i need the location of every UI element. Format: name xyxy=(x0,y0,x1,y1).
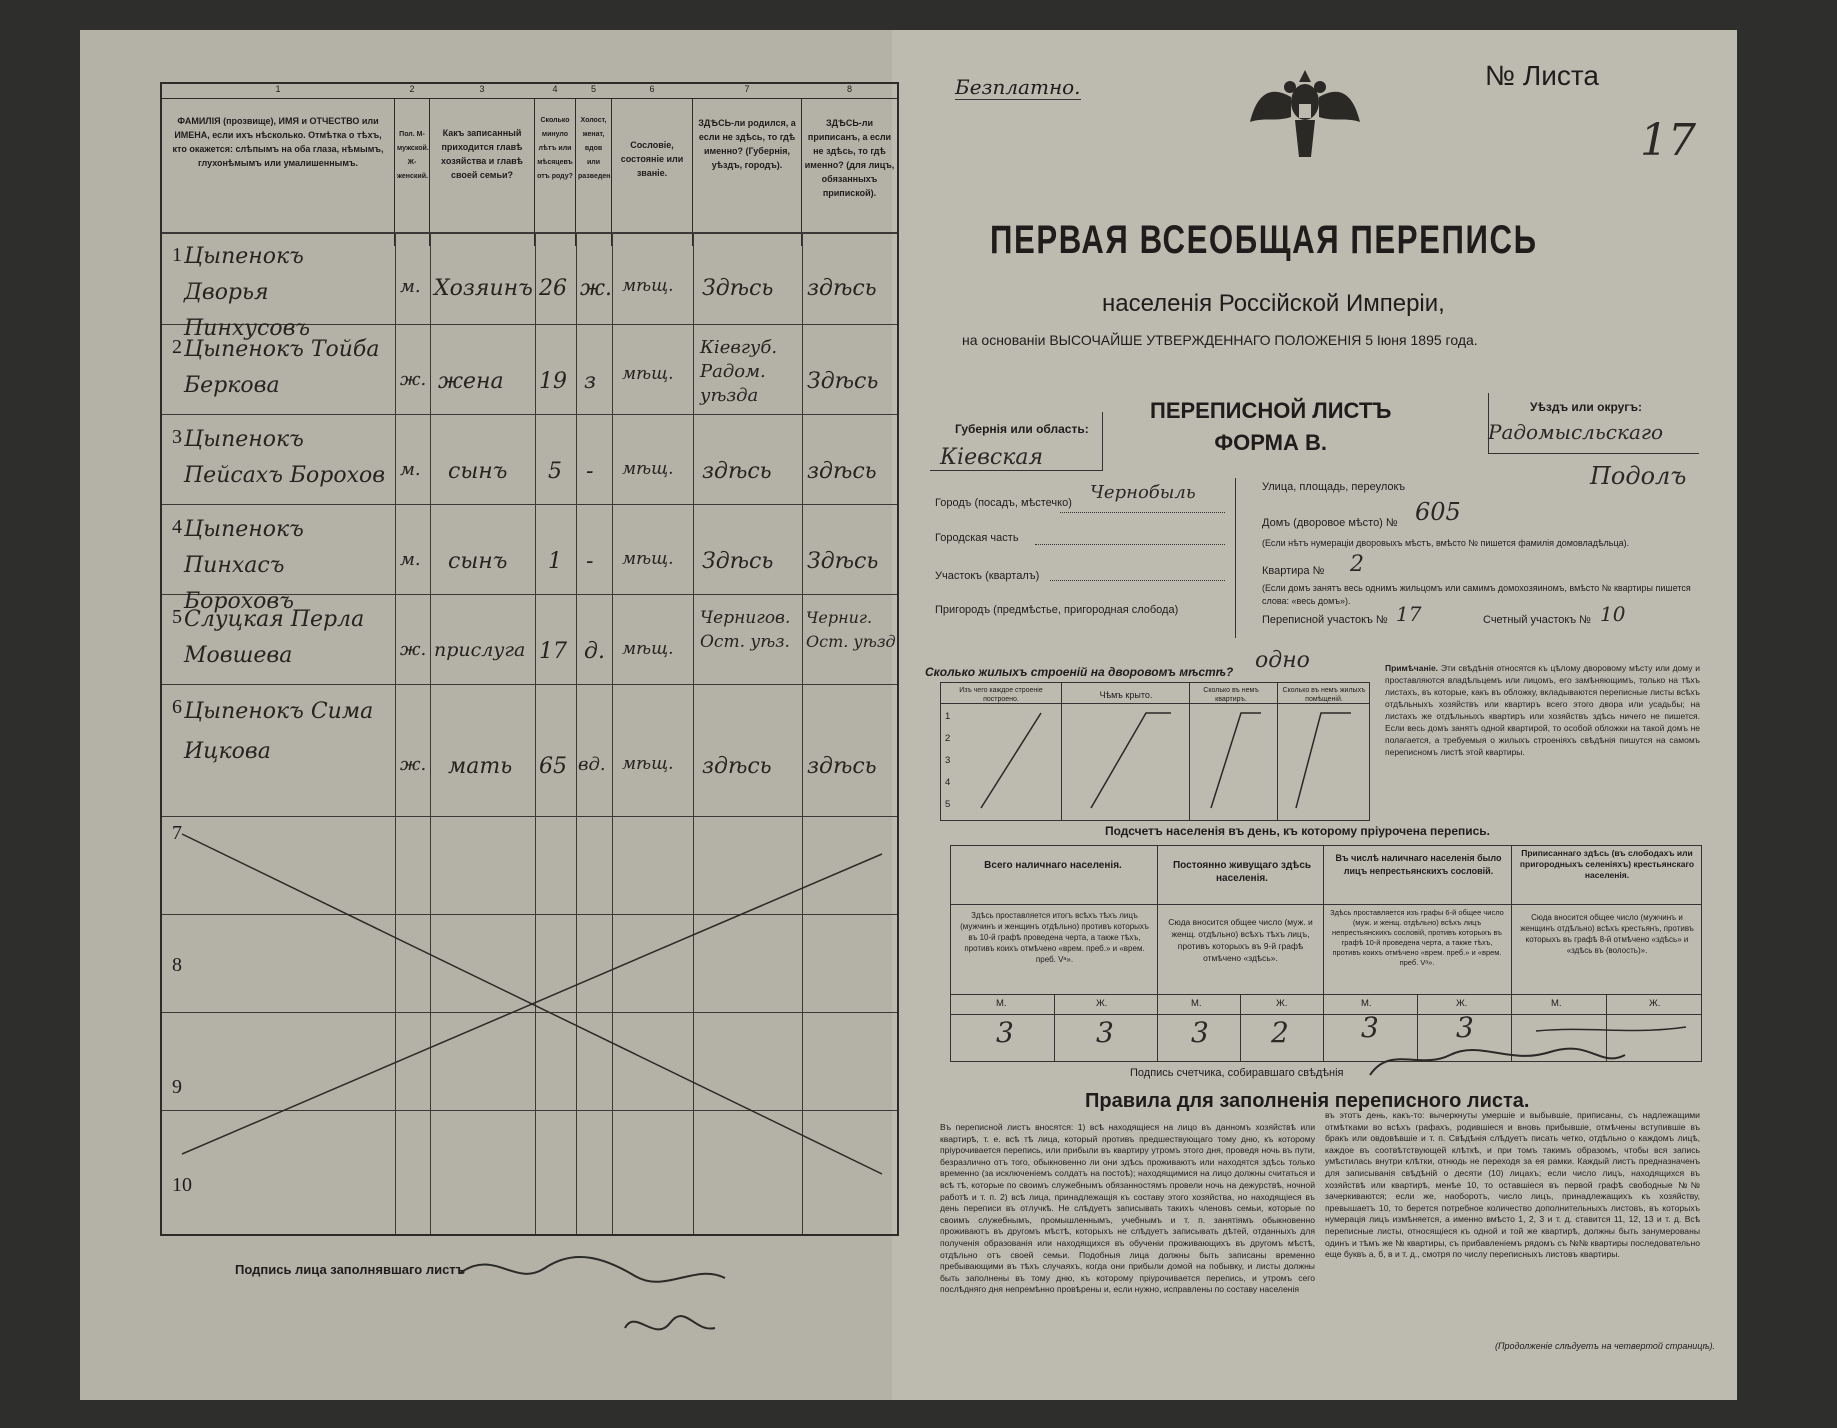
census-title: ПЕРВАЯ ВСЕОБЩАЯ ПЕРЕПИСЬ xyxy=(990,218,1538,262)
person-sex: м. xyxy=(400,549,421,570)
bt-row-number: 5 xyxy=(945,799,951,810)
header-class: Сословіе, состояніе или званіе. xyxy=(612,98,693,246)
person-birthplace: Кіевгуб. Радом. уѣзда xyxy=(700,337,778,406)
header-registered: ЗДѢСЬ-ли приписанъ, а если не здѣсь, то гдѣ именно? (для лицъ, обязанныхъ припиской). xyxy=(804,118,895,198)
city-underline xyxy=(1060,512,1225,513)
rules-right-text: въ этотъ день, какъ-то: вычеркнуты умершіе и выбывшіе, приписаны, съ надлежащими отмѣтками во всѣхъ графахъ, родившіеся и вновь прибывшіе, отмѣчены вступившіе въ бракъ или овдовѣвшіе и т. п. Свѣдѣнія слѣдуетъ писать четко, отдѣльно о каждомъ лицѣ, каждое въ соотвѣтствующей клѣткѣ, и при томъ такимъ образомъ, чтобы вся запись умѣстилась внутри клѣтки, отнюдь не переходя за ея рамки. Каждый листъ предназначенъ для записыванія свѣдѣній о десяти (10) лицахъ; если число лицъ, находящихся въ хозяйствѣ или квартирѣ, менѣе 10, то оставшіеся въ первой графѣ свободные №№ зачеркиваются; если же, наоборотъ, число лицъ, принадлежащихъ къ хозяйству, превышаетъ 10, то берется потребное количество дополнительныхъ листовъ, въ которыхъ нумерація лицъ измѣняется, а именно вмѣсто 1, 2, 3 и т. д. ставится 11, 12, 13 и т. д. Всѣ переписные листы, относящіеся къ одной и той же квартирѣ, должны быть занумерованы одинъ и тѣмъ же № квартиры, съ прибавленіемъ рядомъ съ №№ квартиры последовательно еще буквъ а, б, в и т. д., смотря по числу переписныхъ листовъ квартиры. xyxy=(1325,1110,1700,1260)
mf-f: Ж. xyxy=(1456,998,1468,1009)
mf-f: Ж. xyxy=(1096,998,1108,1009)
person-relation: сынъ xyxy=(448,459,508,484)
tally-col-line xyxy=(1511,846,1512,1061)
mf-f: Ж. xyxy=(1649,998,1661,1009)
person-relation: Хозяинъ xyxy=(434,276,533,301)
uezd-value: Радомысльскаго xyxy=(1488,420,1664,444)
bt-header-roof: Чѣмъ крыто. xyxy=(1099,690,1153,700)
person-relation: жена xyxy=(438,369,504,394)
person-age: 5 xyxy=(548,459,562,484)
row-number: 6 xyxy=(172,696,182,718)
tally-desc-total: Здѣсь проставляется итогъ всѣхъ тѣхъ лицъ (мужчинъ и женщинъ отдѣльно) противъ которыхъ въ 10-й графѣ проведена черта, а также тѣхъ, противъ коихъ отмѣчено «врем. преб.» и «врем. преб. Vᵃ». xyxy=(960,911,1149,964)
person-registered: Здѣсь xyxy=(807,369,879,394)
buildings-dash-marks xyxy=(941,683,1369,820)
gubernia-label: Губернія или область: xyxy=(955,422,1089,436)
person-birthplace: здѣсь xyxy=(702,754,772,779)
row-number: 2 xyxy=(172,336,182,358)
mf-m: М. xyxy=(1191,998,1202,1009)
sheet-number-label: № Листа xyxy=(1485,60,1599,91)
person-registered: здѣсь xyxy=(807,754,877,779)
header-relation: Какъ записанный приходится главѣ хозяйства и главѣ своей семьи? xyxy=(430,98,535,246)
person-name: Цыпенокъ Пейсахъ Борохов xyxy=(184,427,386,488)
census-district-value: 17 xyxy=(1396,602,1422,626)
uezd-label: Уѣздъ или округъ: xyxy=(1530,400,1643,414)
tally-table xyxy=(950,845,1702,1062)
mf-f: Ж. xyxy=(1276,998,1288,1009)
person-registered: Черниг. Ост. уѣзд xyxy=(806,608,896,651)
house-label: Домъ (дворовое мѣсто) № xyxy=(1262,517,1398,529)
counter-signature-label: Подпись счетчика, собиравшаго свѣдѣнія xyxy=(1130,1067,1344,1079)
tally-desc-nonpeasant: Здѣсь проставляется изъ графы 6-й общее число (муж. и женщ. отдѣльно) всѣхъ лицъ непрестьянскихъ сословій, противъ которыхъ въ графѣ 10-й проведена черта, а также тѣхъ, противъ коихъ отмѣчено «врем. преб.» и «врем. преб. Vᵃ». xyxy=(1330,908,1504,967)
row-number: 9 xyxy=(172,1076,182,1098)
header-marital: Холост, женат, вдов или разведен. xyxy=(576,98,612,246)
census-subtitle: населенія Россійской Имперіи, xyxy=(1102,290,1445,317)
kvartira-value: 2 xyxy=(1350,552,1364,577)
city-part-label: Городская часть xyxy=(935,532,1019,544)
imperial-eagle-emblem xyxy=(1245,62,1365,172)
kvartira-label: Квартира № xyxy=(1262,565,1325,577)
person-name: Цыпенокъ Тойба Беркова xyxy=(184,337,380,398)
gubernia-value: Кіевская xyxy=(940,445,1044,470)
crossout-lines xyxy=(162,84,897,1234)
bt-header-material: Изъ чего каждое строеніе построено. xyxy=(959,687,1043,703)
row-number: 10 xyxy=(172,1174,192,1196)
mf-m: М. xyxy=(1551,998,1562,1009)
person-age: 19 xyxy=(539,369,567,394)
note-text: Эти свѣдѣнія относятся къ цѣлому дворовому мѣсту или дому и проставляются владѣльцемъ или лицомъ, его замѣняющимъ, только на тѣхъ листахъ, въ которые, какъ въ обложку, вкладываются переписные листы всѣхъ отдѣльныхъ хозяйствъ или квартиръ всего этого двора или усадьбы; на листахъ же отдѣльныхъ квартиръ или хозяйствъ здѣсь ничего не пишется. Если весь домъ занятъ одной квартирой, то особой обложки на такой домъ не полагается, а требуемыя о жилыхъ строеніяхъ свѣдѣнія пишутся на самомъ переписномъ листѣ этой квартиры. xyxy=(1385,663,1700,757)
person-name: Слуцкая Перла Мовшева xyxy=(184,607,365,668)
mf-m: М. xyxy=(1361,998,1372,1009)
header-sex: Пол. М-мужской. Ж-женский. xyxy=(395,98,430,246)
row-number: 8 xyxy=(172,954,182,976)
row-number: 1 xyxy=(172,244,182,266)
buildings-note xyxy=(1385,662,1700,758)
person-relation: сынъ xyxy=(448,549,508,574)
left-signature-label: Подпись лица заполнявшаго листъ xyxy=(235,1262,466,1277)
col-num-3: 3 xyxy=(430,84,534,99)
bt-header-apartments: Сколько въ немъ квартиръ. xyxy=(1203,687,1259,703)
person-birthplace: здѣсь xyxy=(702,459,772,484)
person-class: мѣщ. xyxy=(622,364,674,384)
person-class: мѣщ. xyxy=(622,639,674,659)
note-title: Примѣчаніе. xyxy=(1385,663,1439,673)
mf-m: М. xyxy=(996,998,1007,1009)
tally-value-line xyxy=(951,1014,1701,1015)
row-number: 5 xyxy=(172,606,182,628)
col-num-5: 5 xyxy=(576,84,611,99)
tally-title: Подсчетъ населенія въ день, къ которому пріурочена перепись. xyxy=(1105,824,1490,838)
row-number: 3 xyxy=(172,426,182,448)
tally-value: 3 xyxy=(996,1016,1014,1049)
rules-left-text: Въ переписной листъ вносятся: 1) всѣ находящіеся на лицо въ данномъ хозяйствѣ или квартирѣ, т. е. всѣ тѣ лица, который противъ предшествующаго тому дню, къ которому пріурочивается перепись, или прибыли въ квартиру утромъ этого дня, проведя ночь въ пути, безразлично отъ того, обыкновенно ли они здѣсь проживаютъ или находятся здѣсь только временно (за исключеніемъ солдатъ на постоѣ); находящимися на лицо должны считаться и всѣ тѣ, которые по своимъ служебнымъ обязанностямъ провели ночь на дежурствѣ, ночной работѣ и т. п. 2) всѣ лица, принадлежащія къ составу этого хозяйства, но находящіеся въ день переписи въ отлучкѣ. Не слѣдуетъ записывать такихъ членовъ семьи, которые по своимъ служебнымъ, промышленнымъ, учебнымъ и т. п. занятіямъ обыкновенно проживаютъ въ другомъ мѣстѣ, которыхъ не слѣдуетъ записывать дѣтей, отданныхъ для полученія образованія или находящихся въ обученіи проживающихъ въ другомъ мѣстѣ, отдѣльно отъ своей семьи. Подобныя лица должны быть записаны временно пребывающими въ тѣхъ случаяхъ, когда они прибыли домой на побывку, и листы должны быть заполнены въ тому дню, къ которому пріурочивается перепись, и утромъ сего послѣдняго дня непремѣнно провѣрены и, если нужно, исправлены по составу населенія xyxy=(940,1122,1315,1295)
tally-header-line xyxy=(951,904,1701,905)
census-basis: на основаніи ВЫСОЧАЙШЕ УТВЕРЖДЕННАГО ПОЛОЖЕНІЯ 5 Іюня 1895 года. xyxy=(962,332,1478,348)
form-title-line2: ФОРМА В. xyxy=(1214,430,1328,455)
house-value: 605 xyxy=(1415,498,1461,526)
header-name: ФАМИЛІЯ (прозвище), ИМЯ и ОТЧЕСТВО или ИМЕНА, если ихъ нѣсколько. Отмѣтка о тѣхъ, кто окажется: слѣпымъ на оба глаза, нѣмымъ, глухонѣмымъ или умалишеннымъ. xyxy=(162,98,395,246)
count-district-label: Счетный участокъ № xyxy=(1483,614,1591,626)
person-marital: вд. xyxy=(578,754,606,775)
house-note: (Если нѣтъ нумераціи дворовыхъ мѣстъ, вмѣсто № пишется фамилія домовладѣльца). xyxy=(1262,538,1630,548)
person-marital: з xyxy=(584,369,596,394)
tally-header-peasant: Приписаннаго здѣсь (въ слободахъ или пригородныхъ селеніяхъ) крестьянскаго населенія. xyxy=(1519,848,1695,880)
person-name: Цыпенокъ Дворья Пинхусовъ xyxy=(184,244,311,341)
form-title xyxy=(1150,395,1391,459)
part-underline xyxy=(1035,544,1225,545)
person-class: мѣщ. xyxy=(622,459,674,479)
person-age: 65 xyxy=(539,754,567,779)
person-sex: м. xyxy=(400,276,421,297)
form-title-line1: ПЕРЕПИСНОЙ ЛИСТЪ xyxy=(1150,398,1392,423)
tally-value: 3 xyxy=(1456,1011,1474,1044)
person-sex: ж. xyxy=(400,369,427,390)
tally-sub-line xyxy=(1054,994,1055,1061)
tally-value: 3 xyxy=(1191,1016,1209,1049)
person-age: 17 xyxy=(539,639,567,664)
buildings-label: Сколько жилыхъ строеній на дворовомъ мѣстѣ? xyxy=(925,665,1234,679)
tally-desc-peasant: Сюда вносится общее число (мужчинъ и женщинъ отдѣльно) всѣхъ крестьянъ, противъ которыхъ въ графѣ 8-й отмѣчено «здѣсь» и «здѣсь въ (волость)». xyxy=(1520,913,1694,955)
bt-row-number: 3 xyxy=(945,755,951,766)
person-age: 26 xyxy=(539,276,567,301)
person-class: мѣщ. xyxy=(622,549,674,569)
prigorod-label: Пригородъ (предмѣстье, пригородная слобода) xyxy=(935,604,1179,616)
count-district-value: 10 xyxy=(1600,602,1626,626)
tally-mf-line xyxy=(951,994,1701,995)
uchastok-label: Участокъ (кварталъ) xyxy=(935,570,1040,582)
signature-scribble xyxy=(455,1248,755,1358)
col-num-8: 8 xyxy=(802,84,897,99)
buildings-value: одно xyxy=(1255,648,1310,673)
tally-header-permanent: Постоянно живущаго здѣсь населенія. xyxy=(1172,860,1312,884)
tally-value: 3 xyxy=(1096,1016,1114,1049)
city-value: Чернобыль xyxy=(1090,482,1196,503)
tally-col-line xyxy=(1157,846,1158,1061)
tally-header-nonpeasant: Въ числѣ наличнаго населенія было лицъ непрестьянскихъ сословій. xyxy=(1335,853,1502,876)
person-birthplace: Чернигов. Ост. уѣз. xyxy=(700,608,791,652)
person-name: Цыпенокъ Сима Ицкова xyxy=(184,699,374,764)
person-age: 1 xyxy=(548,549,562,574)
person-sex: м. xyxy=(400,459,421,480)
col-num-6: 6 xyxy=(612,84,692,99)
person-registered: здѣсь xyxy=(807,276,877,301)
tally-value: 3 xyxy=(1361,1011,1379,1044)
col-num-7: 7 xyxy=(693,84,801,99)
bt-row-number: 1 xyxy=(945,711,951,722)
kvartira-note: (Если домъ занятъ весь однимъ жильцомъ или самимъ домохозяиномъ, вмѣсто № квартиры пишется слова: «весь домъ»). xyxy=(1262,583,1691,606)
census-district-label: Переписной участокъ № xyxy=(1262,614,1388,626)
person-relation: прислуга xyxy=(434,639,526,661)
tally-sub-line xyxy=(1240,994,1241,1061)
person-marital: - xyxy=(586,549,594,574)
person-registered: здѣсь xyxy=(807,459,877,484)
col-num-1: 1 xyxy=(162,84,394,99)
uchastok-underline xyxy=(1050,580,1225,581)
household-table xyxy=(160,82,899,1236)
person-relation: мать xyxy=(448,754,513,779)
free-label: Безплатно. xyxy=(955,75,1081,99)
person-class: мѣщ. xyxy=(622,276,674,296)
row-number: 7 xyxy=(172,822,182,844)
person-birthplace: Здѣсь xyxy=(702,549,774,574)
person-marital: - xyxy=(586,459,594,484)
col-num-2: 2 xyxy=(395,84,429,99)
person-sex: ж. xyxy=(400,754,427,775)
bt-row-number: 4 xyxy=(945,777,951,788)
tally-value: 2 xyxy=(1271,1016,1289,1049)
header-birthplace: ЗДѢСЬ-ли родился, а если не здѣсь, то гдѣ именно? (Губернія, уѣздъ, городъ). xyxy=(693,98,802,246)
street-label: Улица, площадь, переулокъ xyxy=(1262,481,1406,493)
person-class: мѣщ. xyxy=(622,754,674,774)
counter-signature-scribble xyxy=(1360,1040,1630,1090)
person-sex: ж. xyxy=(400,639,427,660)
tally-header-total: Всего наличнаго населенія. xyxy=(984,860,1122,871)
buildings-table xyxy=(940,682,1370,821)
sheet-number-value: 17 xyxy=(1640,115,1696,166)
header-age: Сколько минуло лѣтъ или мѣсяцевъ отъ роду? xyxy=(535,98,576,246)
peasant-dash xyxy=(1531,1021,1691,1041)
city-label: Городъ (посадъ, мѣстечко) xyxy=(935,497,1072,509)
person-marital: ж. xyxy=(580,276,613,301)
person-registered: Здѣсь xyxy=(807,549,879,574)
tally-desc-permanent: Сюда вносится общее число (муж. и женщ. отдѣльно) всѣхъ тѣхъ лицъ, противъ которыхъ въ 9-й графѣ отмѣчено «здѣсь». xyxy=(1168,917,1313,963)
person-marital: д. xyxy=(584,639,605,664)
podol-value: Подолъ xyxy=(1590,462,1687,490)
row-number: 4 xyxy=(172,516,182,538)
bt-header-rooms: Сколько въ немъ жилыхъ помѣщеній. xyxy=(1282,687,1366,703)
person-name: Цыпенокъ Пинхасъ Бороховъ xyxy=(184,517,304,614)
bt-row-number: 2 xyxy=(945,733,951,744)
tally-col-line xyxy=(1323,846,1324,1061)
col-num-4: 4 xyxy=(535,84,575,99)
rules-title: Правила для заполненія переписного листа. xyxy=(1085,1090,1530,1112)
rules-continued: (Продолженіе слѣдуетъ на четвертой страницѣ). xyxy=(1495,1341,1715,1351)
person-birthplace: Здѣсь xyxy=(702,276,774,301)
